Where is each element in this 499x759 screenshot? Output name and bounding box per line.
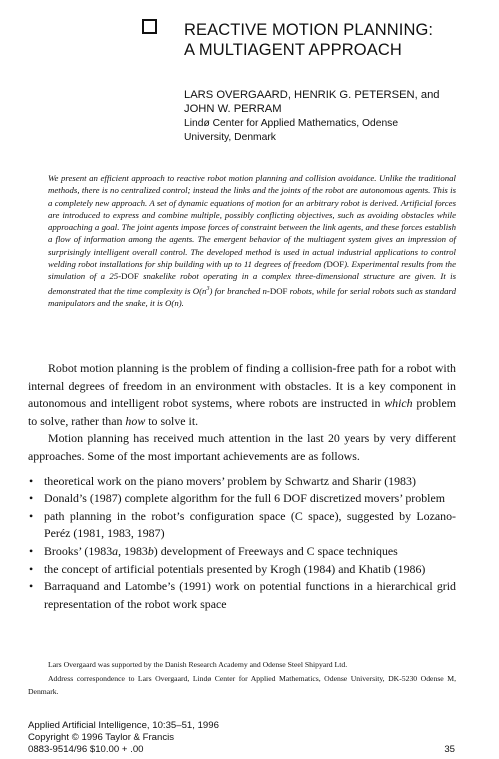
bullet-icon: • — [29, 579, 34, 594]
body-text — [28, 360, 456, 613]
list-item-text: Barraquand and Latombe’s (1991) work on potential functions in a hierarchical grid representation of the robot work space — [44, 579, 456, 611]
affiliation-line-2: University, Denmark — [184, 132, 276, 143]
list-item — [28, 490, 456, 508]
paragraph: Motion planning has received much attention in the last 20 years by very different approaches. Some of the most important achievements are as follows. — [28, 431, 456, 463]
bullet-icon: • — [29, 473, 34, 488]
abstract — [48, 172, 456, 309]
bullet-icon: • — [29, 561, 34, 576]
page-number: 35 — [444, 744, 455, 755]
abstract-text: We present an efficient approach to reactive robot motion planning and collision avoidance. Unlike the traditional methods, there is no centralized control; instead the links and the joints of the robot are autonomous agents. This is a completely new approach. A set of dynamic equations of motion for an arbitrary robot is derived. Artificial forces are introduced to express and combine multiple, possibly conflicting objectives, such as avoiding obstacles while approaching a goal. The joint agents impose forces of constraint between the link agents, and these forces establish a flow of information among the agents. The emergent behavior of the multiagent system gives an impression of surprisingly intelligent overall control. The developed method is used in actual industrial applications to control welding robot installations for ship building with up to 11 degrees of freedom ( — [48, 173, 456, 270]
footnotes — [28, 658, 456, 699]
affiliation — [184, 117, 484, 145]
bullet-icon: • — [29, 543, 34, 558]
paragraph-text: problem to solve, rather than — [28, 396, 456, 428]
abstract-text: robots, while for serial robots such as standard manipulators and the snake, it is O(n). — [48, 285, 456, 308]
list-item-text: Donald’s (1987) complete algorithm for the full 6 DOF discretized movers’ problem — [44, 491, 445, 506]
copyright: Copyright © 1996 Taylor & Francis — [28, 732, 175, 743]
abstract-text: ) for branched n- — [209, 285, 270, 296]
paragraph-text: to solve it. — [145, 413, 199, 428]
journal-info — [28, 720, 328, 756]
emphasis: how — [125, 413, 146, 428]
abstract-superscript: 3 — [206, 285, 210, 292]
paragraph — [28, 360, 456, 430]
achievements-list — [28, 473, 456, 614]
bullet-icon: • — [29, 491, 34, 506]
list-item-text: theoretical work on the piano movers’ problem by Schwartz and Sharir (1983) — [44, 473, 416, 488]
abstract-dof: DOF — [269, 285, 288, 296]
abstract-dof: DOF — [121, 271, 139, 282]
list-item — [28, 473, 456, 491]
list-item — [28, 508, 456, 543]
authors-line-1: LARS OVERGAARD, HENRIK G. PETERSEN, and — [184, 89, 440, 101]
list-item — [28, 578, 456, 613]
emphasis: which — [384, 396, 413, 411]
list-item-text: ) development of Freeways and C space techniques — [153, 543, 398, 558]
paragraph-text: Robot motion planning is the problem of finding a collision-free path for a robot with internal degrees of freedom in an environment with obstacles. It is a key component in autonomous and intelligent robot systems, where robots are instructed in — [28, 361, 456, 411]
title-box-icon — [142, 19, 157, 34]
authors-line-2: JOHN W. PERRAM — [184, 102, 282, 115]
list-item — [28, 561, 456, 579]
list-item-text: Brooks’ (1983 — [44, 543, 113, 558]
abstract-text: ). Experimental results from the simulation of a 25- — [48, 259, 456, 282]
title-line-1: REACTIVE MOTION PLANNING: — [184, 21, 434, 39]
bullet-icon: • — [29, 508, 34, 523]
footnote: Address correspondence to Lars Overgaard, Lindø Center for Applied Mathematics, Odense University, DK-5230 Odense M, Denmark. — [28, 673, 456, 696]
issn-price: 0883-9514/96 $10.00 + .00 — [28, 744, 144, 755]
journal-citation: Applied Artificial Intelligence, 10:35–51, 1996 — [28, 720, 219, 731]
list-item-text: the concept of artificial potentials presented by Krogh (1984) and Khatib (1986) — [44, 561, 426, 576]
abstract-dof: DOF — [326, 259, 345, 270]
abstract-text: snakelike robot operating in a complex three-dimensional structure are given. It is demonstrated that the time complexity is O(n — [48, 271, 456, 296]
list-item-text: path planning in the robot’s configuration space (C space), suggested by Lozano-Peréz (1981, 1983, 1987) — [44, 508, 456, 541]
title-line-2: A MULTIAGENT APPROACH — [184, 41, 402, 59]
affiliation-line-1: Lindø Center for Applied Mathematics, Odense — [184, 118, 399, 129]
article-title — [184, 20, 494, 60]
authors — [184, 89, 484, 116]
list-item — [28, 543, 456, 561]
footnote: Lars Overgaard was supported by the Danish Research Academy and Odense Steel Shipyard Ltd. — [48, 660, 348, 669]
list-item-text: , 1983 — [118, 543, 148, 558]
emphasis: a — [112, 543, 119, 558]
emphasis: b — [147, 543, 154, 558]
